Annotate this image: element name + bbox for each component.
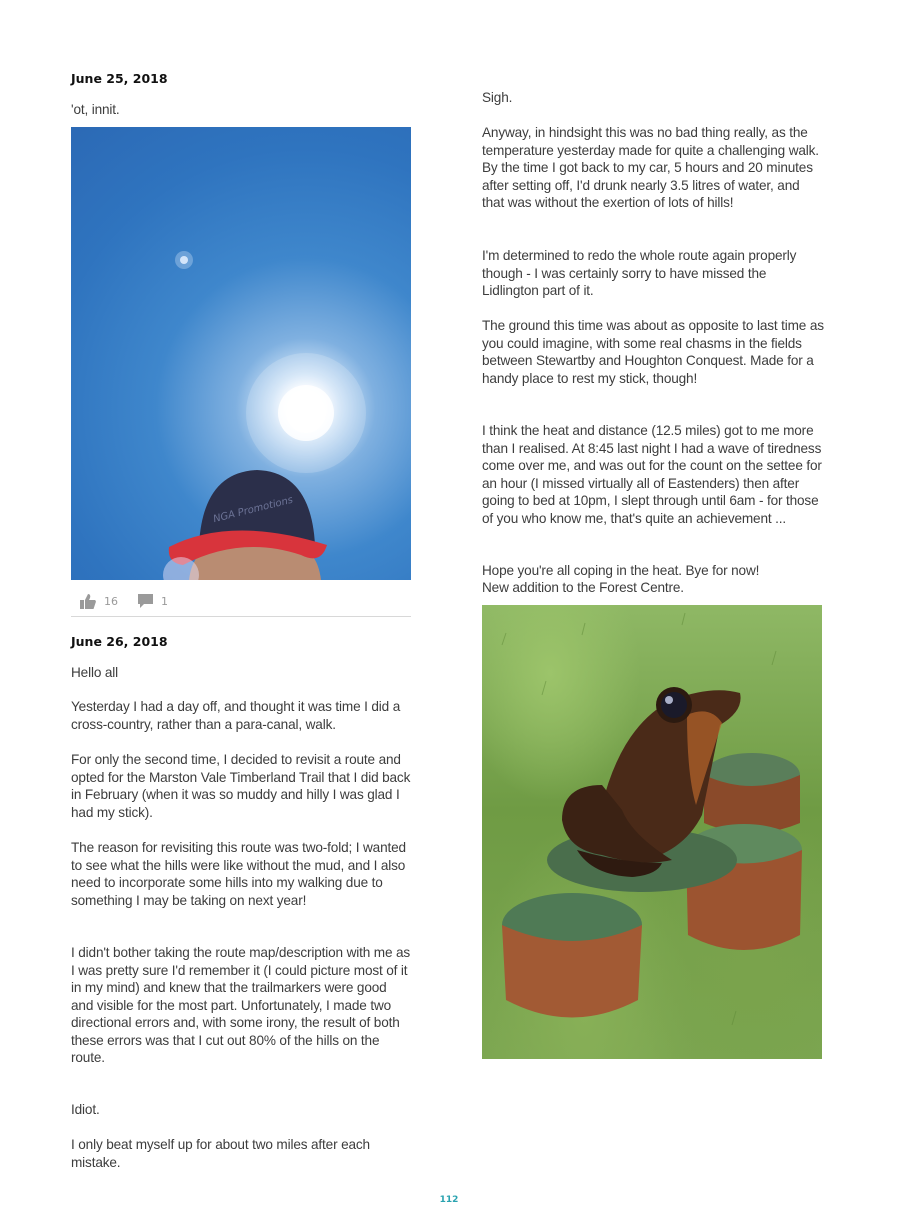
post-text: 'ot, innit. [71, 102, 120, 117]
post-paragraph: Sigh. [482, 90, 513, 105]
sun-sky-photo[interactable] [71, 127, 411, 580]
comment-count: 1 [161, 595, 168, 608]
frog-sculpture-illustration [482, 605, 822, 1059]
post-date: June 26, 2018 [71, 634, 168, 649]
post-text: New addition to the Forest Centre. [482, 580, 684, 595]
page-number: 112 [439, 1195, 459, 1205]
post-paragraph: I only beat myself up for about two miles after each mistake. [71, 1137, 370, 1170]
reaction-bar [71, 590, 411, 617]
thumbs-up-icon[interactable] [79, 593, 97, 610]
post-paragraph: Anyway, in hindsight this was no bad thing really, as the temperature yesterday made for quite a challenging walk. By the time I got back to my car, 5 hours and 20 minutes after setting off, I'd drunk nearly 3.5 litres of water, and that was without the exertion of lots of hills! [482, 125, 819, 210]
post-paragraph: Hope you're all coping in the heat. Bye for now! [482, 563, 760, 578]
post-paragraph: Yesterday I had a day off, and thought it was time I did a cross-country, rather than a para-canal, walk. [71, 699, 401, 732]
comment-icon[interactable] [137, 593, 154, 609]
post-paragraph: I'm determined to redo the whole route again properly though - I was certainly sorry to have missed the Lidlington part of it. [482, 248, 797, 298]
frog-sculpture-photo[interactable] [482, 605, 822, 1059]
post-paragraph: The reason for revisiting this route was two-fold; I wanted to see what the hills were like without the mud, and I also need to incorporate some hills into my walking due to something I may be taking on next year! [71, 840, 406, 908]
cap-label: NGA Promotions [212, 494, 295, 526]
post-paragraph: I didn't bother taking the route map/description with me as I was pretty sure I'd remember it (I could picture most of it in my mind) and knew that the trailmarkers were good and visible for the most part. Unfortunately, I made two directional errors and, with some irony, the result of both these errors was that I cut out 80% of the hills on the route. [71, 945, 411, 1065]
post-paragraph: The ground this time was about as opposite to last time as you could imagine, with some real chasms in the fields between Stewartby and Houghton Conquest. Made for a handy place to rest my stick, though! [482, 318, 824, 386]
post-paragraph: I think the heat and distance (12.5 miles) got to me more than I realised. At 8:45 last night I had a wave of tiredness come over me, and was out for the count on the settee for an hour (I missed virtually all of Eastenders) then after going to bed at 10pm, I slept through until 6am - for those of you who know me, that's quite an achievement ... [482, 423, 822, 526]
post-paragraph: Hello all [71, 665, 119, 680]
sun-sky-illustration [71, 127, 411, 580]
like-count: 16 [104, 595, 118, 608]
post-paragraph: Idiot. [71, 1102, 100, 1117]
post-paragraph: For only the second time, I decided to revisit a route and opted for the Marston Vale Timberland Trail that I did back in February (when it was so muddy and hilly I was glad I had my stick). [71, 752, 411, 820]
post-date: June 25, 2018 [71, 71, 168, 86]
